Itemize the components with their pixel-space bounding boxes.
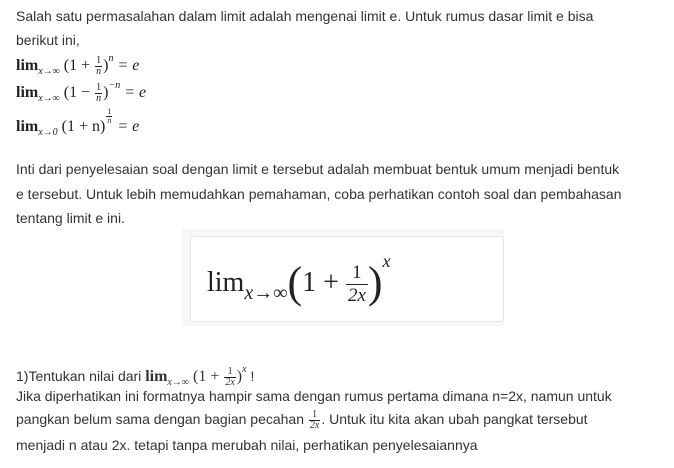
para2-line-3: tentang limit e ini. (16, 210, 125, 226)
question-den: 2x (225, 376, 235, 388)
formula-1-exp: n (108, 53, 114, 64)
question-math (145, 364, 247, 388)
box-lim: lim (207, 267, 245, 298)
box-one: 1 + (302, 267, 346, 298)
box-frac (346, 262, 368, 307)
formula-3-lim: lim (16, 118, 39, 135)
formula-3-body: (1 + n) (61, 118, 106, 135)
para3-line-3: menjadi n atau 2x. tetapi tanpa merubah nilai, perhatikan penyelesaiannya (16, 437, 478, 453)
question-suffix: ! (246, 368, 255, 384)
formula-1-open: (1 + (63, 57, 95, 74)
formula-1-sub: x→∞ (38, 66, 60, 77)
question-prefix: 1)Tentukan nilai dari (16, 368, 146, 384)
box-den: 2x (347, 285, 366, 307)
intro-line-1: Salah satu permasalahan dalam limit adalah mengenai limit e. Untuk rumus dasar limit e bisa (16, 8, 594, 24)
formula-2-lim: lim (16, 84, 39, 101)
para2-line-2: e tersebut. Untuk lebih memudahkan pemahaman, coba perhatikan contoh soal dan pembahasan (16, 186, 622, 202)
box-formula (207, 251, 391, 308)
formula-3-sub: x→0 (38, 127, 58, 138)
para3-line-2 (16, 407, 588, 432)
formula-3 (16, 108, 139, 138)
para3-line-1: Jika diperhatikan ini formatnya hampir sama dengan rumus pertama dimana n=2x, namun untuk (16, 388, 612, 404)
question-lim: lim (145, 368, 168, 385)
box-sub: x→∞ (244, 282, 288, 304)
question-num: 1 (227, 365, 233, 377)
formula-1-lim: lim (16, 57, 39, 74)
formula-3-exp-frac (106, 108, 112, 125)
formula-2 (16, 80, 146, 104)
question-sub: x→∞ (167, 377, 189, 388)
formula-2-close: ) (103, 84, 109, 101)
formula-1-frac (95, 56, 102, 77)
formula-1-den: n (96, 65, 102, 77)
para3-frac (309, 410, 320, 431)
box-close-paren: ) (367, 258, 383, 307)
question-exp: x (242, 364, 247, 375)
formula-2-num: 1 (96, 81, 102, 93)
para3-frac-num: 1 (312, 408, 318, 420)
box-exp: x (382, 251, 391, 271)
para3-line-2a: pangkan belum sama dengan bagian pecahan (16, 411, 308, 427)
para3-line-2b: . Untuk itu kita akan ubah pangkat tersebut (321, 411, 588, 427)
formula-1-close: ) (103, 57, 109, 74)
formula-2-rhs: = e (120, 84, 147, 101)
para3-frac-den: 2x (309, 419, 320, 431)
formula-2-open: (1 − (63, 84, 95, 101)
formula-1-rhs: = e (113, 57, 140, 74)
box-open-paren: ( (287, 258, 303, 307)
formula-2-den: n (96, 92, 102, 104)
formula-2-frac (95, 83, 102, 104)
box-num: 1 (352, 262, 362, 284)
intro-line-2: berikut ini, (16, 32, 80, 48)
formula-1 (16, 53, 139, 77)
formula-3-rhs: = e (113, 118, 140, 135)
formula-3-exp-den: n (107, 116, 112, 125)
formula-2-sub: x→∞ (38, 93, 60, 104)
formula-1-num: 1 (96, 54, 102, 66)
para2-line-1: Inti dari penyelesaian soal dengan limit e tersebut adalah membuat bentuk umum menjadi bentuk (16, 161, 620, 177)
formula-2-exp: −n (108, 80, 121, 91)
formula-image (190, 236, 504, 322)
question-open: (1 + (192, 368, 224, 385)
formula-3-exp-num: 1 (107, 107, 112, 116)
question-close: ) (236, 368, 243, 385)
